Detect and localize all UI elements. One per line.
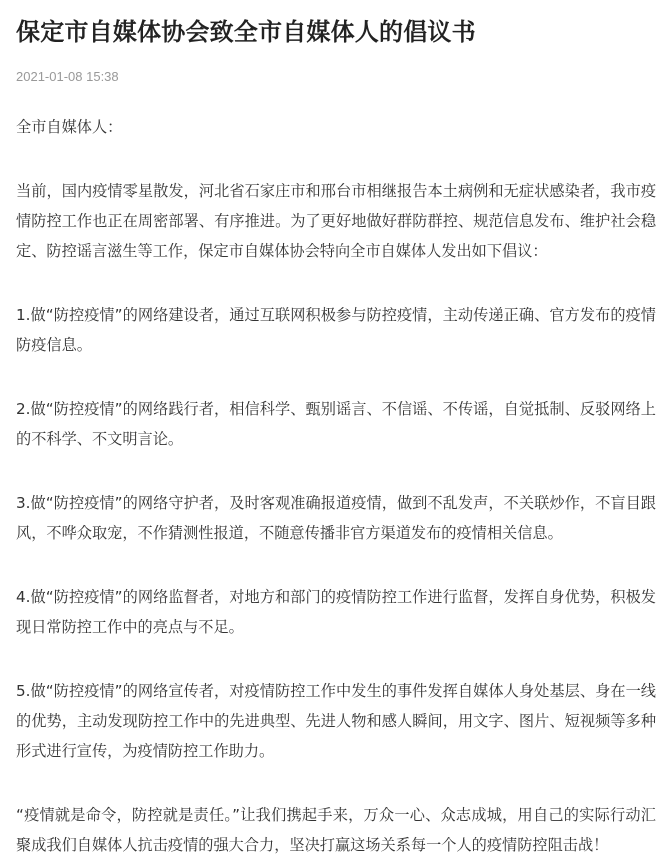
paragraph-item-5: 5.做“防控疫情”的网络宣传者，对疫情防控工作中发生的事件发挥自媒体人身处基层、身在一线的优势，主动发现防控工作中的先进典型、先进人物和感人瞬间，用文字、图片、短视频等多种形式进行宣传，为疫情防控工作助力。: [16, 682, 656, 760]
paragraph-item-3: 3.做“防控疫情”的网络守护者，及时客观准确报道疫情，做到不乱发声，不关联炒作，不盲目跟风，不哗众取宠，不作猜测性报道，不随意传播非官方渠道发布的疫情相关信息。: [16, 494, 656, 542]
paragraph-item-1: 1.做“防控疫情”的网络建设者，通过互联网积极参与防控疫情，主动传递正确、官方发布的疫情防疫信息。: [16, 306, 656, 354]
publish-datetime: 2021-01-08 15:38: [16, 69, 119, 84]
paragraph-item-2: 2.做“防控疫情”的网络践行者，相信科学、甄别谣言、不信谣、不传谣，自觉抵制、反驳网络上的不科学、不文明言论。: [16, 400, 656, 448]
paragraph-intro: 当前，国内疫情零星散发，河北省石家庄市和邢台市相继报告本土病例和无症状感染者，我市疫情防控工作也正在周密部署、有序推进。为了更好地做好群防群控、规范信息发布、维护社会稳定、防控谣言滋生等工作，保定市自媒体协会特向全市自媒体人发出如下倡议：: [16, 182, 656, 260]
paragraph-item-4: 4.做“防控疫情”的网络监督者，对地方和部门的疫情防控工作进行监督，发挥自身优势，积极发现日常防控工作中的亮点与不足。: [16, 588, 656, 636]
article-title: 保定市自媒体协会致全市自媒体人的倡议书: [16, 18, 476, 46]
paragraph-closing: “疫情就是命令，防控就是责任。”让我们携起手来，万众一心、众志成城，用自己的实际行动汇聚成我们自媒体人抗击疫情的强大合力，坚决打赢这场关系每一个人的疫情防控阻击战！: [16, 806, 656, 854]
salutation: 全市自媒体人：: [16, 118, 123, 136]
article-body: [16, 112, 656, 860]
